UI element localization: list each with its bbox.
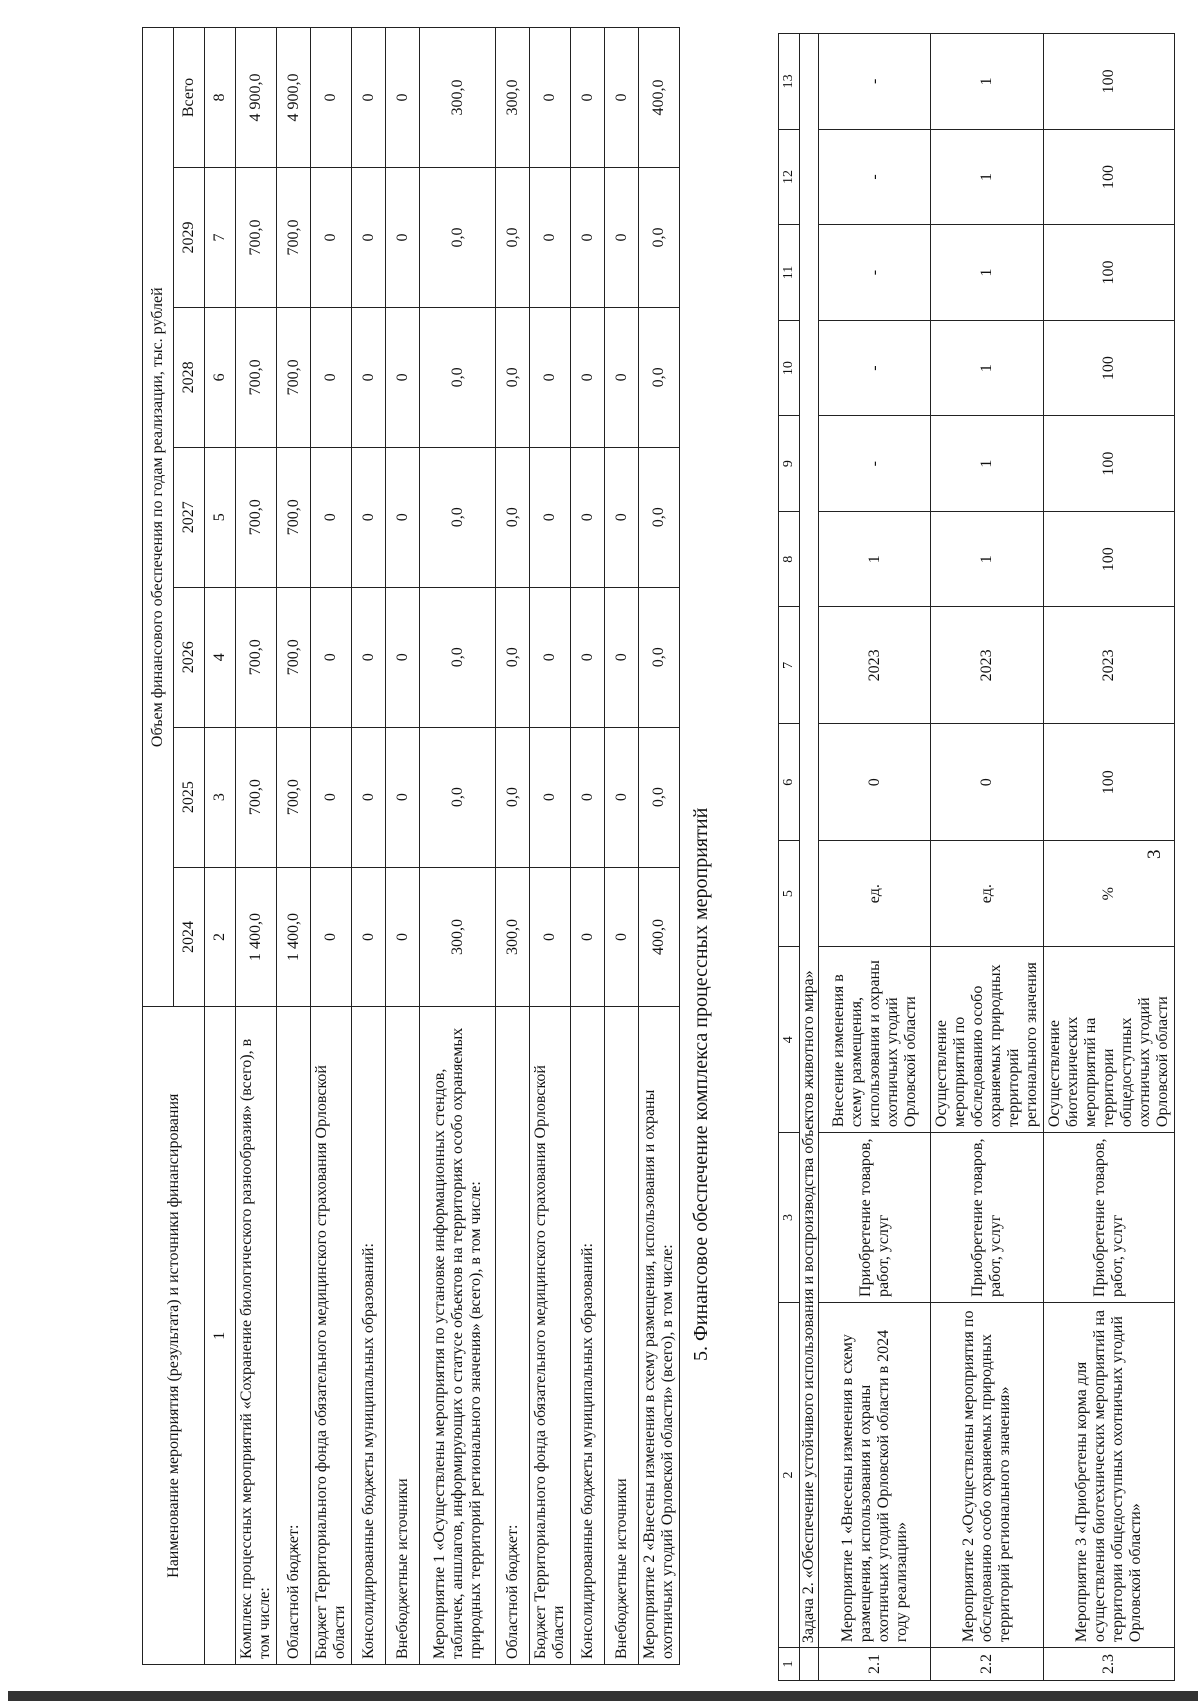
value-2027: 700,0 <box>277 447 311 587</box>
col-number: 4 <box>779 947 800 1133</box>
value-2026: 0,0 <box>496 587 530 727</box>
value-2026: 0,0 <box>639 587 680 727</box>
value-2026: 700,0 <box>277 587 311 727</box>
finance-table <box>142 27 680 1665</box>
value-total: 4 900,0 <box>277 28 311 168</box>
value-2029: 0,0 <box>496 168 530 308</box>
value-2028: 0,0 <box>420 307 496 447</box>
event-name: Мероприятие 2 «Осуществлены мероприятия по обследованию особо охраняемых природных территорий регионального значения» <box>931 1302 1044 1647</box>
base-value: 100 <box>1044 724 1175 841</box>
value-2024: 0 <box>605 867 639 1007</box>
value-2025: 0 <box>530 727 571 867</box>
unit: ед. <box>931 841 1044 947</box>
col-number: 7 <box>779 607 800 724</box>
table-row <box>386 28 420 1665</box>
value-2024: 1 400,0 <box>277 867 311 1007</box>
value-2025: 0,0 <box>496 727 530 867</box>
base-year: 2023 <box>1044 607 1175 724</box>
value-2028: 700,0 <box>236 307 277 447</box>
value-2028: 1 <box>931 129 1044 225</box>
event-type: Приобретение товаров, работ, услуг <box>1044 1133 1175 1303</box>
source-name: Консолидированные бюджеты муниципальных образований: <box>352 1007 386 1665</box>
table-row <box>639 28 680 1665</box>
value-2026: 100 <box>1044 320 1175 416</box>
event-type: Приобретение товаров, работ, услуг <box>819 1133 931 1303</box>
value-2027: 1 <box>931 225 1044 321</box>
value-2029: 100 <box>1044 34 1175 130</box>
value-2028: 0 <box>571 307 605 447</box>
value-2027: 0,0 <box>420 447 496 587</box>
value-total: 300,0 <box>496 28 530 168</box>
empty-cell <box>800 1648 819 1681</box>
source-name: Бюджет Территориального фонда обязательного медицинского страхования Орловской области <box>311 1007 352 1665</box>
base-value: 0 <box>931 724 1044 841</box>
value-2027: 100 <box>1044 225 1175 321</box>
value-2024: 1 400,0 <box>236 867 277 1007</box>
value-2025: 0 <box>386 727 420 867</box>
event-characteristic: Внесение изменения в схему размещения, использования и охраны охотничьих угодий Орловской области <box>819 947 931 1133</box>
value-2025: 0 <box>605 727 639 867</box>
table-row <box>352 28 386 1665</box>
value-2029: 0 <box>386 168 420 308</box>
table-row <box>605 28 639 1665</box>
value-2028: 0,0 <box>639 307 680 447</box>
indicators-table <box>778 33 1175 1681</box>
table-row <box>819 34 931 1681</box>
value-2026: 0 <box>352 587 386 727</box>
value-2025: - <box>819 416 931 512</box>
value-2029: 0 <box>352 168 386 308</box>
value-2029: 0 <box>605 168 639 308</box>
value-total: 0 <box>571 28 605 168</box>
value-2029: 0,0 <box>639 168 680 308</box>
value-2024: 100 <box>1044 511 1175 607</box>
table-row <box>420 28 496 1665</box>
value-2029: 0 <box>530 168 571 308</box>
finance-header-row <box>143 28 174 1665</box>
year-header: 2025 <box>174 727 205 867</box>
source-name: Бюджет Территориального фонда обязательного медицинского страхования Орловской области <box>530 1007 571 1665</box>
value-total: 0 <box>352 28 386 168</box>
value-2029: 700,0 <box>236 168 277 308</box>
value-2028: 0,0 <box>496 307 530 447</box>
value-2024: 0 <box>386 867 420 1007</box>
value-2029: 0 <box>311 168 352 308</box>
year-header: 2029 <box>174 168 205 308</box>
col-number: 11 <box>779 225 800 321</box>
unit: % <box>1044 841 1175 947</box>
value-2028: 0 <box>311 307 352 447</box>
value-2026: 0,0 <box>420 587 496 727</box>
value-2028: 100 <box>1044 129 1175 225</box>
value-2027: 700,0 <box>236 447 277 587</box>
value-2028: 0 <box>605 307 639 447</box>
value-2024: 300,0 <box>420 867 496 1007</box>
finance-body <box>236 28 680 1665</box>
value-total: 0 <box>605 28 639 168</box>
row-number: 2.2 <box>931 1648 1044 1681</box>
table-row <box>496 28 530 1665</box>
value-2028: 0 <box>352 307 386 447</box>
value-2025: 100 <box>1044 416 1175 512</box>
column-number-row <box>779 34 800 1681</box>
value-2025: 1 <box>931 416 1044 512</box>
col-number: 5 <box>205 447 236 587</box>
value-2029: 1 <box>931 34 1044 130</box>
event-characteristic: Осуществление мероприятий по обследованию особо охраняемых природных территорий регионального значения <box>931 947 1044 1133</box>
value-total: 4 900,0 <box>236 28 277 168</box>
table-row <box>277 28 311 1665</box>
value-2026: 0 <box>530 587 571 727</box>
col-number: 2 <box>779 1302 800 1647</box>
value-2024: 1 <box>819 511 931 607</box>
col-number: 6 <box>205 307 236 447</box>
value-2027: 0,0 <box>496 447 530 587</box>
col-number: 12 <box>779 129 800 225</box>
event-name: Мероприятие 3 «Приобретены корма для осуществления биотехнических мероприятий на территории общедоступных охотничьих угодий Орловской области» <box>1044 1302 1175 1647</box>
col-number: 2 <box>205 867 236 1007</box>
value-2026: - <box>819 320 931 416</box>
value-total: 400,0 <box>639 28 680 168</box>
value-2027: 0 <box>352 447 386 587</box>
col-number: 6 <box>779 724 800 841</box>
year-header: Всего <box>174 28 205 168</box>
col-number: 1 <box>779 1648 800 1681</box>
task-title: Задача 2. «Обеспечение устойчивого использования и воспроизводства объектов животного мира» <box>800 34 819 1648</box>
value-2029: 0,0 <box>420 168 496 308</box>
col-number-row <box>205 28 236 1665</box>
year-header: 2028 <box>174 307 205 447</box>
event-type: Приобретение товаров, работ, услуг <box>931 1133 1044 1303</box>
year-header: 2027 <box>174 447 205 587</box>
value-2029: 0 <box>571 168 605 308</box>
col-number: 1 <box>205 1007 236 1665</box>
value-2025: 0 <box>352 727 386 867</box>
base-value: 0 <box>819 724 931 841</box>
value-2026: 0 <box>386 587 420 727</box>
event-characteristic: Осуществление биотехнических мероприятий на территории общедоступных охотничьих угодий Орловской области <box>1044 947 1175 1133</box>
value-2025: 0,0 <box>420 727 496 867</box>
value-2028: 0 <box>386 307 420 447</box>
col-number: 7 <box>205 168 236 308</box>
source-name: Областной бюджет: <box>277 1007 311 1665</box>
col-number: 8 <box>205 28 236 168</box>
header-volume: Объем финансового обеспечения по годам реализации, тыс. рублей <box>143 28 174 1007</box>
header-name: Наименование мероприятия (результата) и источники финансирования <box>143 1007 205 1665</box>
value-2025: 0 <box>571 727 605 867</box>
page-number: 3 <box>1144 849 1165 859</box>
value-2027: 0 <box>605 447 639 587</box>
source-name: Мероприятие 1 «Осуществлены мероприятия по установке информационных стендов, табличек, аншлагов, информирующих о статусе объектов на территориях особо охраняемых природных территорий регионального значения» (всего), в том числе: <box>420 1007 496 1665</box>
value-2027: 0 <box>571 447 605 587</box>
table-row <box>530 28 571 1665</box>
col-number: 9 <box>779 416 800 512</box>
col-number: 5 <box>779 841 800 947</box>
value-2024: 300,0 <box>496 867 530 1007</box>
value-total: 0 <box>386 28 420 168</box>
value-2028: 0 <box>530 307 571 447</box>
value-2029: - <box>819 34 931 130</box>
row-number: 2.3 <box>1044 1648 1175 1681</box>
value-2028: 700,0 <box>277 307 311 447</box>
table-row <box>236 28 277 1665</box>
value-2025: 700,0 <box>277 727 311 867</box>
value-2025: 0,0 <box>639 727 680 867</box>
section-title: 5. Финансовое обеспечение комплекса процессных мероприятий <box>690 807 712 1361</box>
col-number: 8 <box>779 511 800 607</box>
value-2024: 0 <box>311 867 352 1007</box>
value-2026: 700,0 <box>236 587 277 727</box>
task-row <box>800 34 819 1681</box>
value-2026: 0 <box>571 587 605 727</box>
source-name: Мероприятие 2 «Внесены изменения в схему размещения, использования и охраны охотничьих угодий Орловской области» (всего), в том числе: <box>639 1007 680 1665</box>
scan-edge <box>8 1691 1198 1701</box>
value-total: 300,0 <box>420 28 496 168</box>
value-2027: 0 <box>530 447 571 587</box>
source-name: Внебюджетные источники <box>605 1007 639 1665</box>
value-2026: 0 <box>311 587 352 727</box>
year-header: 2024 <box>174 867 205 1007</box>
value-2027: - <box>819 225 931 321</box>
value-2025: 0 <box>311 727 352 867</box>
row-number: 2.1 <box>819 1648 931 1681</box>
table-row <box>571 28 605 1665</box>
col-number: 13 <box>779 34 800 130</box>
source-name: Областной бюджет: <box>496 1007 530 1665</box>
table-row <box>1044 34 1175 1681</box>
value-2029: 700,0 <box>277 168 311 308</box>
col-number: 3 <box>205 727 236 867</box>
value-2027: 0,0 <box>639 447 680 587</box>
value-2024: 400,0 <box>639 867 680 1007</box>
base-year: 2023 <box>819 607 931 724</box>
value-2026: 1 <box>931 320 1044 416</box>
value-2024: 0 <box>571 867 605 1007</box>
value-2024: 0 <box>352 867 386 1007</box>
col-number: 10 <box>779 320 800 416</box>
year-header: 2026 <box>174 587 205 727</box>
base-year: 2023 <box>931 607 1044 724</box>
value-2026: 0 <box>605 587 639 727</box>
value-2025: 700,0 <box>236 727 277 867</box>
source-name: Консолидированные бюджеты муниципальных образований: <box>571 1007 605 1665</box>
table-row <box>311 28 352 1665</box>
value-2024: 1 <box>931 511 1044 607</box>
source-name: Внебюджетные источники <box>386 1007 420 1665</box>
unit: ед. <box>819 841 931 947</box>
table-row <box>931 34 1044 1681</box>
col-number: 3 <box>779 1133 800 1303</box>
event-name: Мероприятие 1 «Внесены изменения в схему размещения, использования и охраны охотничьих угодий Орловской области в 2024 году реализации» <box>819 1302 931 1647</box>
col-number: 4 <box>205 587 236 727</box>
value-2027: 0 <box>311 447 352 587</box>
value-2028: - <box>819 129 931 225</box>
value-2024: 0 <box>530 867 571 1007</box>
value-2027: 0 <box>386 447 420 587</box>
source-name: Комплекс процессных мероприятий «Сохранение биологического разнообразия» (всего), в том числе: <box>236 1007 277 1665</box>
value-total: 0 <box>311 28 352 168</box>
value-total: 0 <box>530 28 571 168</box>
